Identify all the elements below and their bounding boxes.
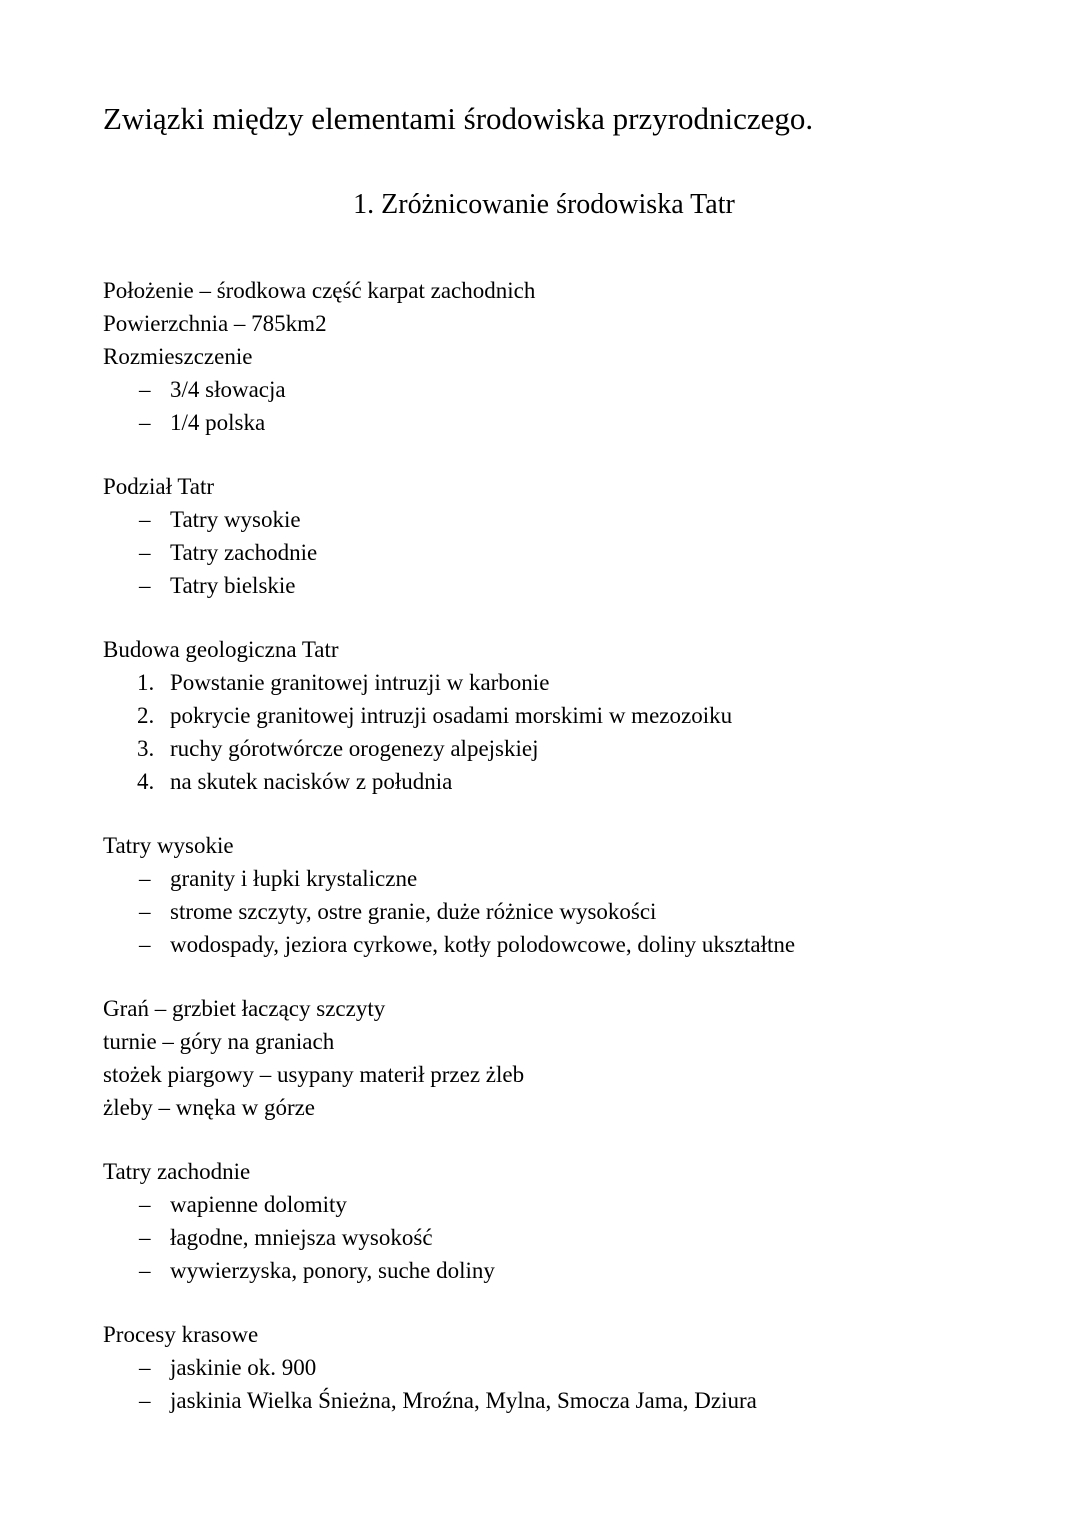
list-item: – 3/4 słowacja xyxy=(103,373,985,406)
dash-list xyxy=(103,373,985,439)
document-subtitle: 1. Zróżnicowanie środowiska Tatr xyxy=(353,188,735,220)
document-section xyxy=(103,633,985,798)
dash-list xyxy=(103,1351,985,1417)
text-line: Rozmieszczenie xyxy=(103,343,253,369)
list-item: – jaskinie ok. 900 xyxy=(103,1351,985,1384)
list-item: – wodospady, jeziora cyrkowe, kotły polodowcowe, doliny ukształtne xyxy=(103,928,985,961)
text-line: Tatry wysokie xyxy=(103,832,234,858)
text-line: Budowa geologiczna Tatr xyxy=(103,636,339,662)
text-line: Powierzchnia – 785km2 xyxy=(103,310,327,336)
document-section xyxy=(103,1318,985,1417)
list-item: Powstanie granitowej intruzji w karbonie xyxy=(170,669,550,695)
list-item: – wywierzyska, ponory, suche doliny xyxy=(103,1254,985,1287)
document-section xyxy=(103,470,985,602)
document-section xyxy=(103,274,985,439)
list-item: ruchy górotwórcze orogenezy alpejskiej xyxy=(170,735,539,761)
text-line: Procesy krasowe xyxy=(103,1321,259,1347)
list-item: – łagodne, mniejsza wysokość xyxy=(103,1221,985,1254)
text-line: stożek piargowy – usypany materił przez żleb xyxy=(103,1061,525,1087)
list-item: – wapienne dolomity xyxy=(103,1188,985,1221)
document-section xyxy=(103,1155,985,1287)
dash-list xyxy=(103,862,985,961)
document-title: Związki między elementami środowiska przyrodniczego. xyxy=(103,101,814,136)
list-item: pokrycie granitowej intruzji osadami morskimi w mezozoiku xyxy=(170,702,733,728)
text-line: Położenie – środkowa część karpat zachodnich xyxy=(103,277,536,303)
text-line: żleby – wnęka w górze xyxy=(103,1094,316,1120)
dash-list xyxy=(103,503,985,602)
document-section xyxy=(103,992,985,1124)
document-body xyxy=(103,274,985,1417)
document-section xyxy=(103,829,985,961)
text-line: turnie – góry na graniach xyxy=(103,1028,335,1054)
dash-list xyxy=(103,1188,985,1287)
list-item: – Tatry bielskie xyxy=(103,569,985,602)
list-item: – 1/4 polska xyxy=(103,406,985,439)
text-line: Podział Tatr xyxy=(103,473,215,499)
text-line: Tatry zachodnie xyxy=(103,1158,251,1184)
list-item: – Tatry zachodnie xyxy=(103,536,985,569)
list-item: – granity i łupki krystaliczne xyxy=(103,862,985,895)
text-line: Grań – grzbiet łaczący szczyty xyxy=(103,995,386,1021)
list-item: na skutek nacisków z południa xyxy=(170,768,453,794)
list-item: – strome szczyty, ostre granie, duże różnice wysokości xyxy=(103,895,985,928)
list-item: – Tatry wysokie xyxy=(103,503,985,536)
list-item: – jaskinia Wielka Śnieżna, Mroźna, Mylna, Smocza Jama, Dziura xyxy=(103,1384,985,1417)
numbered-list xyxy=(103,666,985,798)
